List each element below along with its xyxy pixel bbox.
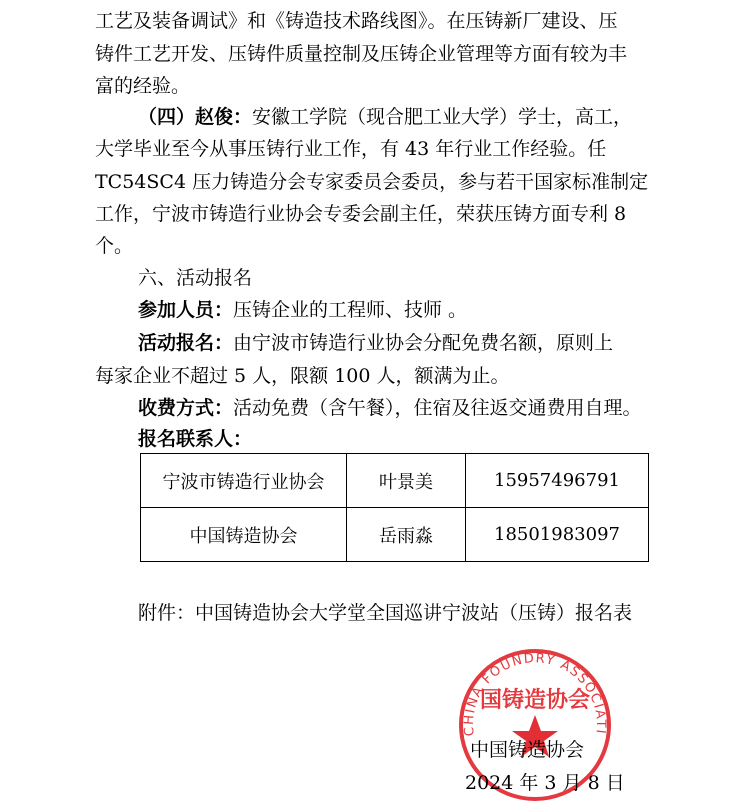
registration-line bbox=[138, 329, 613, 357]
contacts-table bbox=[140, 453, 649, 562]
contact-phone: 15957496791 bbox=[466, 454, 649, 508]
seal-ring-text: CHINA FOUNDRY ASSOCIATI bbox=[461, 651, 609, 737]
fee-text: 活动免费（含午餐），住宿及往返交通费用自理。 bbox=[233, 397, 642, 419]
registration-text: 由宁波市铸造行业协会分配免费名额，原则上 bbox=[233, 332, 614, 354]
contact-phone: 18501983097 bbox=[466, 508, 649, 562]
paragraph-line: 富的经验。 bbox=[95, 75, 191, 97]
participants-line bbox=[138, 296, 467, 324]
contact-name: 岳雨淼 bbox=[347, 508, 466, 562]
paragraph-line: 个。 bbox=[95, 235, 134, 257]
participants-label: 参加人员： bbox=[138, 299, 234, 321]
fee-label: 收费方式： bbox=[138, 397, 234, 419]
paragraph-line: TC54SC4 压力铸造分会专家委员会委员，参与若干国家标准制定 bbox=[95, 171, 649, 193]
paragraph-line: 大学毕业至今从事压铸行业工作，有 43 年行业工作经验。任 bbox=[95, 138, 607, 160]
bio-text: 安徽工学院（现合肥工业大学）学士，高工， bbox=[252, 106, 633, 128]
attachment-note: 附件：中国铸造协会大学堂全国巡讲宁波站（压铸）报名表 bbox=[138, 602, 633, 624]
fee-line bbox=[138, 394, 642, 422]
contact-org: 中国铸造协会 bbox=[141, 508, 347, 562]
contact-name: 叶景美 bbox=[347, 454, 466, 508]
contacts-label: 报名联系人： bbox=[138, 428, 253, 450]
signature-org: 中国铸造协会 bbox=[470, 739, 585, 761]
table-row bbox=[141, 454, 649, 508]
paragraph-line: 工作，宁波市铸造行业协会专委会副主任，荣获压铸方面专利 8 bbox=[95, 203, 627, 225]
section-heading: 六、活动报名 bbox=[138, 267, 253, 289]
contact-org: 宁波市铸造行业协会 bbox=[141, 454, 347, 508]
participants-text: 压铸企业的工程师、技师 。 bbox=[233, 299, 468, 321]
registration-label: 活动报名： bbox=[138, 332, 234, 354]
bio-label: （四）赵俊： bbox=[138, 106, 253, 128]
bio-first-line bbox=[138, 103, 632, 131]
paragraph-line: 铸件工艺开发、压铸件质量控制及压铸企业管理等方面有较为丰 bbox=[95, 43, 628, 65]
seal-inner-text: 国铸造协会 bbox=[479, 688, 591, 713]
table-row bbox=[141, 508, 649, 562]
paragraph-line: 每家企业不超过 5 人，限额 100 人，额满为止。 bbox=[95, 365, 510, 387]
signature-date: 2024 年 3 月 8 日 bbox=[465, 772, 625, 794]
paragraph-line: 工艺及装备调试》和《铸造技术路线图》。在压铸新厂建设、压 bbox=[95, 10, 618, 32]
